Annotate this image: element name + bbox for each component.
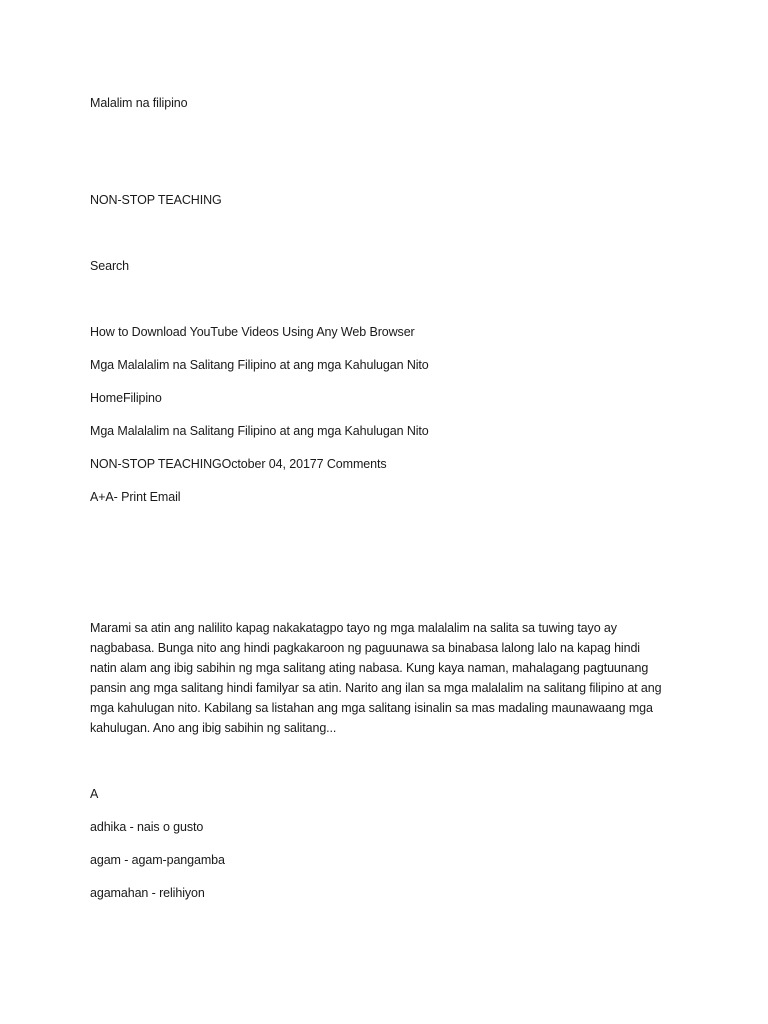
post-tools: A+A- Print Email [90, 490, 181, 504]
intro-paragraph [90, 618, 670, 738]
intro-line: mga kahulugan nito. Kabilang sa listahan ang mga salitang isinalin sa mas madaling maunawaang mga [90, 701, 653, 715]
intro-line: pansin ang mga salitang hindi familyar sa atin. Narito ang ilan sa mga malalalim na salitang filipino at ang [90, 681, 662, 695]
glossary-entry: agamahan - relihiyon [90, 886, 205, 900]
intro-line: kahulugan. Ano ang ibig sabihin ng salitang... [90, 721, 337, 735]
related-link-youtube: How to Download YouTube Videos Using Any Web Browser [90, 325, 415, 339]
glossary-entry: adhika - nais o gusto [90, 820, 204, 834]
intro-line: Marami sa atin ang nalilito kapag nakakatagpo tayo ng mga malalalim na salita sa tuwing tayo ay [90, 621, 617, 635]
intro-line: natin alam ang ibig sabihin ng mga salitang ating nabasa. Kung kaya naman, mahalagang pagtuunang [90, 661, 649, 675]
post-meta: NON-STOP TEACHINGOctober 04, 20177 Comments [90, 457, 387, 471]
blog-name: NON-STOP TEACHING [90, 193, 222, 207]
breadcrumb: HomeFilipino [90, 391, 162, 405]
post-title: Mga Malalalim na Salitang Filipino at ang mga Kahulugan Nito [90, 424, 429, 438]
section-letter: A [90, 787, 99, 801]
related-link-salitang-filipino: Mga Malalalim na Salitang Filipino at ang mga Kahulugan Nito [90, 358, 429, 372]
search-label: Search [90, 259, 130, 273]
glossary-entry: agam - agam-pangamba [90, 853, 225, 867]
document-title: Malalim na filipino [90, 96, 188, 110]
intro-line: nagbabasa. Bunga nito ang hindi pagkakaroon ng paguunawa sa binabasa lalong lalo na kapag hindi [90, 641, 640, 655]
